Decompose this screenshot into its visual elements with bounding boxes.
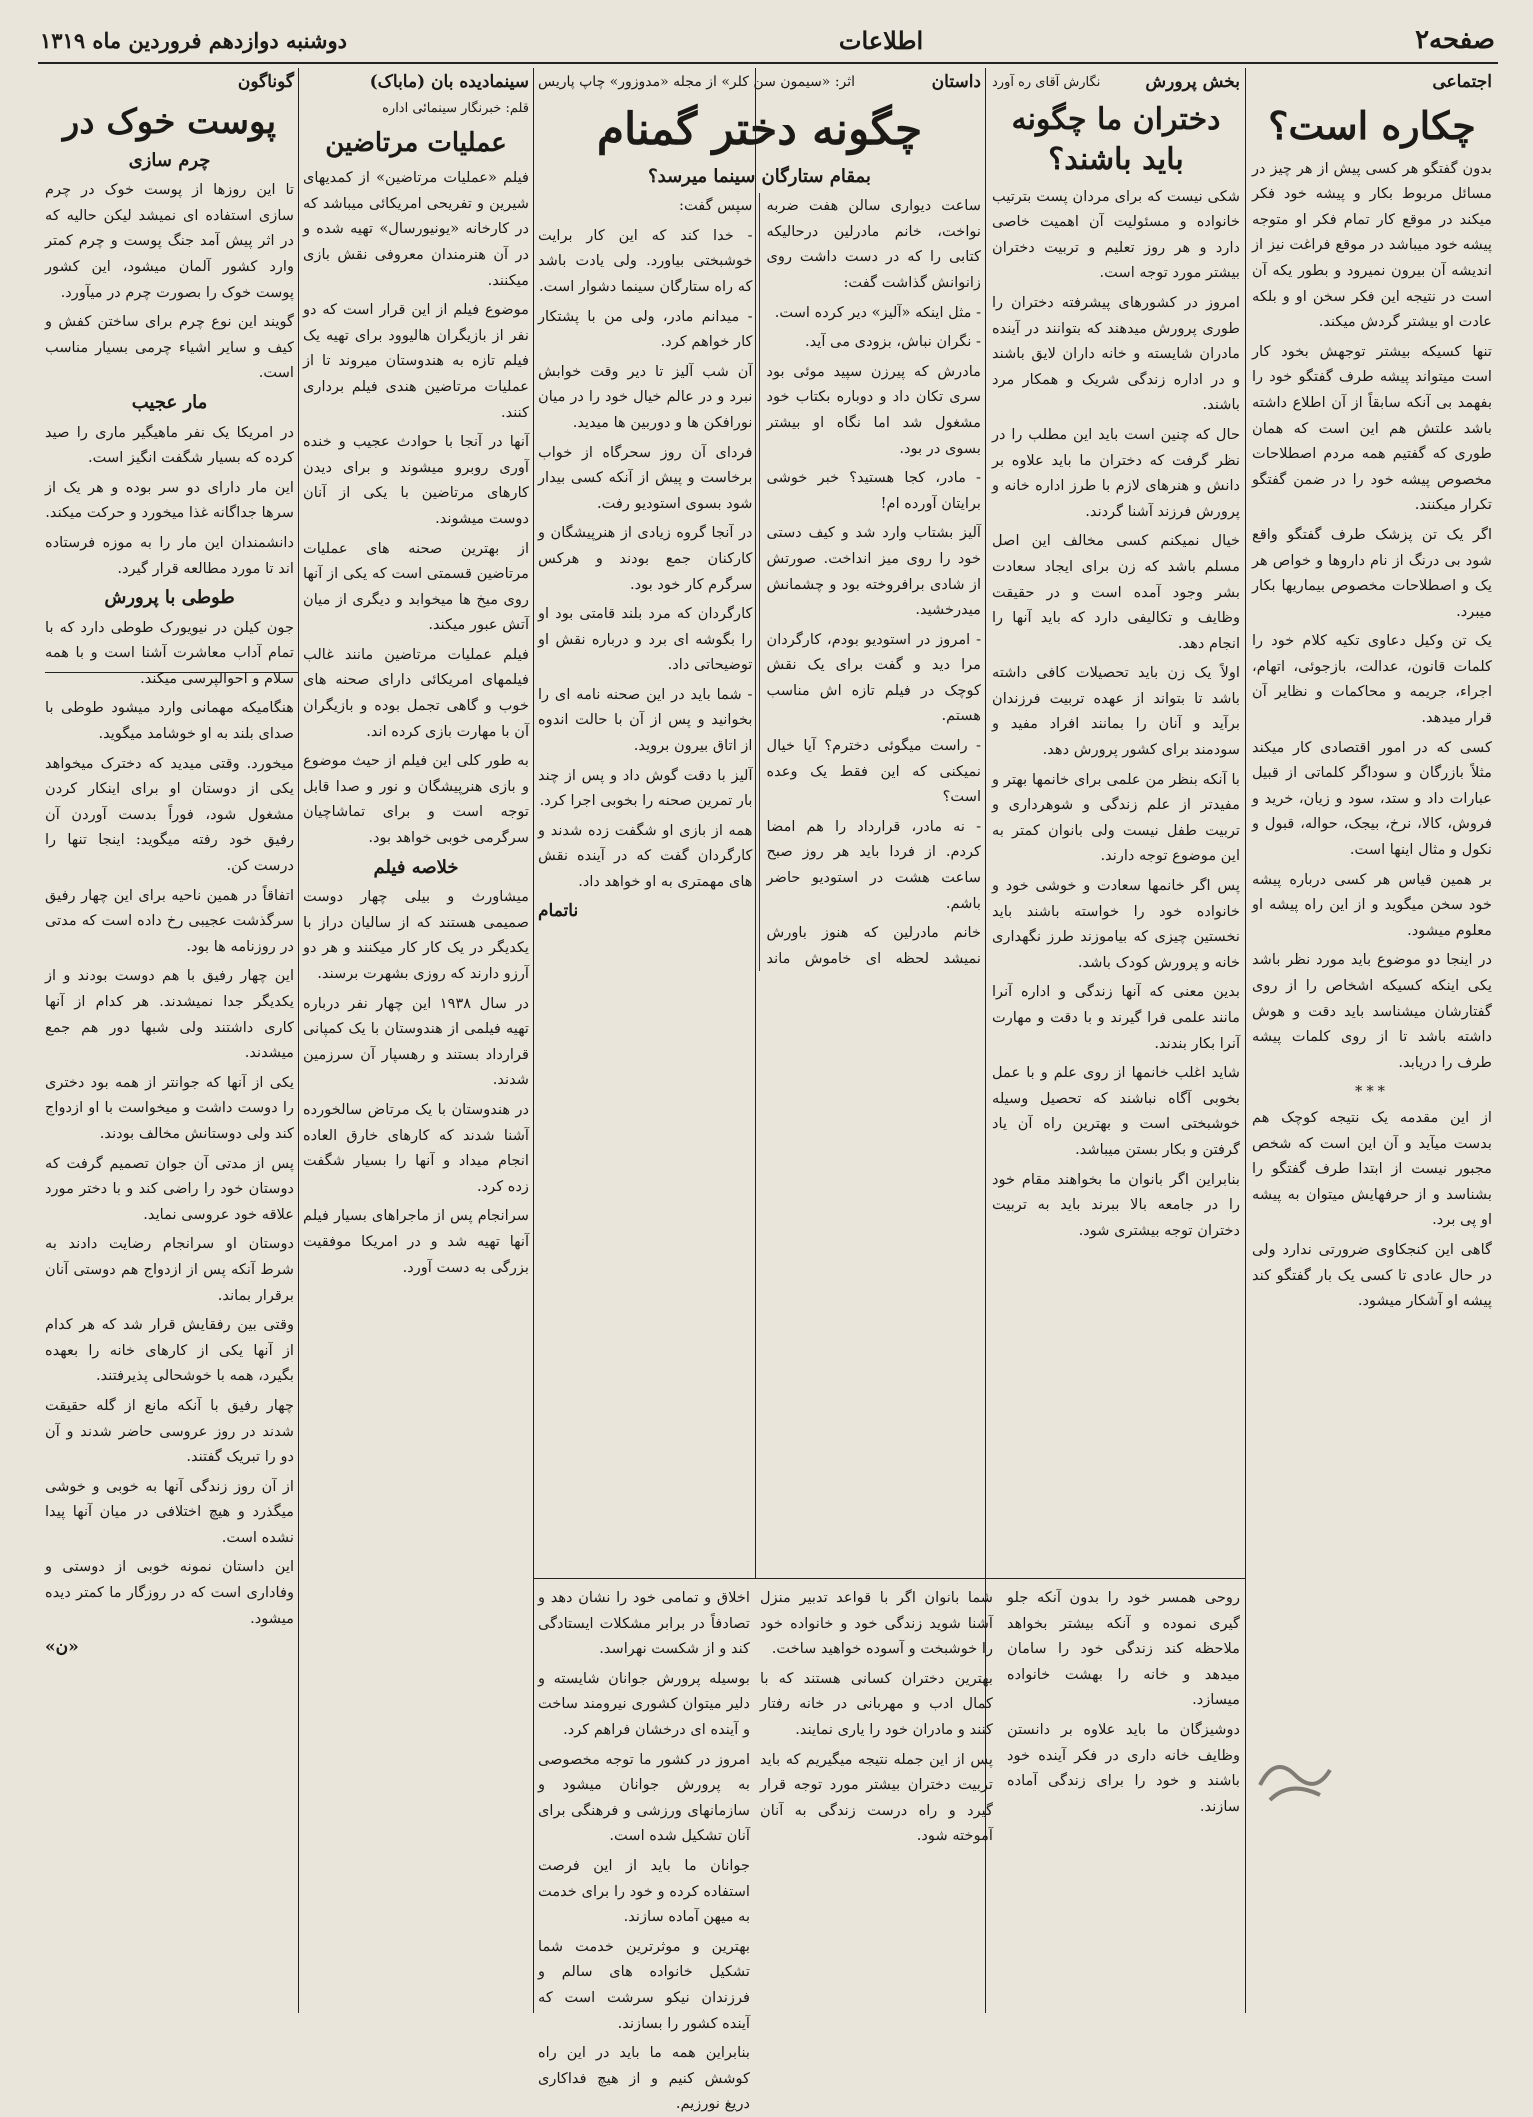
paragraph: جوانان ما باید از این فرصت استفاده کرده و خود را برای خدمت به میهن آماده سازند. xyxy=(538,1856,750,1926)
paragraph: به طور کلی این فیلم از حیث موضوع و بازی هنرپیشگان و نور و صدا قابل توجه است و برای تماشاچیان سرگرمی خوبی خواهد بود. xyxy=(303,752,529,847)
paragraph: از این مقدمه یک نتیجه کوچک هم بدست میآید و آن این است که شخص مجبور نیست از ابتدا طرف گفتگو را بشناسد و از حرفهایش میتوان به پیشه او پی برد. xyxy=(1252,1108,1492,1229)
paragraph: در سال ۱۹۳۸ این چهار نفر درباره تهیه فیلمی از هندوستان با یک کمپانی قرارداد بستند و رهسپار آن سرزمین شدند. xyxy=(303,994,529,1089)
paragraph: در اینجا دو موضوع باید مورد نظر باشد یکی اینکه کسیکه اشخاص را از روی گفتارشان میشناسد باید دقت و هوش داشته باشد تا از روی کلمات پیشه طرف را دریابد. xyxy=(1252,951,1492,1071)
paragraph: دوستان او سرانجام رضایت دادند به شرط آنکه پس از ازدواج هم دوستی آنان برقرار بماند. xyxy=(45,1235,294,1304)
paragraph: بدین معنی که آنها زندگی و اداره آنرا مانند علمی فرا گیرند و با دقت و مهارت آنرا بکار بندند. xyxy=(992,983,1240,1052)
paragraph: جون کیلن در نیویورک طوطی دارد که با تمام آداب معاشرت آشنا است و با همه سلام و احوالپرسی میکند. xyxy=(45,618,294,687)
paragraph: چهار رفیق با آنکه مانع از گله حقیقت شدند در روز عروسی حاضر شدند و آن دو را تبریک گفتند. xyxy=(45,1396,294,1466)
training-continuation xyxy=(760,1585,1240,2005)
paragraph: در آنجا گروه زیادی از هنرپیشگان و کارکنان جمع بودند و هرکس سرگرم کار خود بود. xyxy=(538,524,753,593)
paragraph: تا این روزها از پوست خوک در چرم سازی استفاده ای نمیشد لیکن حالیه که در اثر پیش آمد جنگ پوست و چرم کمتر وارد کشور آلمان میشود، این کشور پوست خوک را بصورت چرم در میآورد. xyxy=(45,181,294,301)
column-divider xyxy=(298,68,299,2013)
paragraph: روحی همسر خود را بدون آنکه جلو گیری نموده و آنکه بیشتر بخواهد ملاحظه کند زندگی خود را سامان میدهد و خانه را بهشت خانواده میسازد. xyxy=(1007,1589,1240,1709)
end-mark: *** xyxy=(1355,1083,1389,1101)
article-headline: دختران ما چگونه باید باشند؟ xyxy=(1011,101,1221,177)
paragraph: ساعت دیواری سالن هفت ضربه نواخت، خانم مادرلین درحالیکه کتابی را که در دست داشت روی زانوانش گذاشت گفت: xyxy=(766,197,981,291)
paragraph: در هندوستان با یک مرتاض سالخورده آشنا شدند که کارهای خارق العاده انجام میداد و آنها را بسیار شگفت زده کرد. xyxy=(303,1100,529,1195)
paragraph: خیال نمیکنم کسی مخالف این اصل مسلم باشد که زن برای ایجاد سعادت بشر وجود آمده است و در حقیقت وظایف و تکالیفی دارد که باید آنها را انجام دهد. xyxy=(992,532,1240,652)
newspaper-name: اطلاعات xyxy=(838,25,924,55)
paragraph: بدون گفتگو هر کسی پیش از هر چیز در مسائل مربوط بکار و پیشه خود فکر میکند در موقع کار تمام فکر او متوجه پیشه خود میباشد در موقع فراغت نیز از اندیشه آن بیرون نمیرود و بطور یکه آن است در نتیجه این فکر سخن او و بلکه عادت او بیشتر گردش میکند. xyxy=(1252,159,1492,331)
paragraph: آلیز بشتاب وارد شد و کیف دستی خود را روی میز انداخت. صورتش از شادی برافروخته بود و چشمانش میدرخشید. xyxy=(766,524,981,619)
paragraph: از آن روز زندگی آنها به خوبی و خوشی میگذرد و هیچ اختلافی در میان آنها پیدا نشده است. xyxy=(45,1477,294,1546)
paragraph: هنگامیکه مهمانی وارد میشود طوطی با صدای بلند به او خوشامد میگوید. xyxy=(45,699,294,743)
paragraph: - خدا کند که این کار برایت خوشبختی بیاورد. ولی یادت باشد که راه ستارگان سینما دشوار است. xyxy=(538,226,753,295)
social-column xyxy=(1252,70,1492,2005)
paragraph: بنابراین همه ما باید در این راه کوشش کنیم و از هیچ فداکاری دریغ نورزیم. xyxy=(538,2044,750,2113)
section-kicker: داستان xyxy=(931,72,981,92)
paragraph: - نه مادر، قرارداد را هم امضا کردم. از فردا باید هر روز صبح ساعت هشت در استودیو حاضر باشم. xyxy=(766,817,981,912)
paragraph: در امریکا یک نفر ماهیگیر ماری را صید کرده که بسیار شگفت انگیز است. xyxy=(45,423,294,467)
paragraph: حال که چنین است باید این مطلب را در نظر گرفت که دختران ما باید علاوه بر دانش و هنرهای لازم با طرز اداره خانه و پرورش فرزند آشنا گردند. xyxy=(992,425,1240,520)
paragraph: فیلم «عملیات مرتاضین» از کمدیهای شیرین و تفریحی امریکائی میباشد که در کارخانه «یونیورسال» تهیه شده و در آن هنرمندان معروفی نقش بازی میکنند. xyxy=(303,169,529,289)
header-rule xyxy=(38,62,1498,64)
paragraph: شما بانوان اگر با قواعد تدبیر منزل آشنا شوید زندگی خود و خانواده خود را خوشبخت و آسوده خواهید ساخت. xyxy=(760,1589,993,1658)
page-header xyxy=(40,22,1495,58)
ink-stamp-icon xyxy=(1250,1745,1340,1815)
paragraph: یکی از آنها که جوانتر از همه بود دختری را دوست داشت و میخواست با او ازدواج کند ولی دوستانش مخالف بودند. xyxy=(45,1073,294,1142)
end-mark: «ن» xyxy=(45,1637,79,1658)
paragraph: پس از این جمله نتیجه میگیریم که باید تربیت دختران بیشتر مورد توجه قرار گیرد و راه درست زندگی به آنان آموخته شود. xyxy=(760,1750,993,1845)
section-kicker: سینمادیده بان (ماباک) xyxy=(369,72,529,92)
paragraph: امروز در کشورهای پیشرفته دختران را طوری پرورش میدهند که بتوانند در آینده مادران شایسته و خانه داران لایق باشند و در اداره زندگی شریک و همکار مرد باشند. xyxy=(992,293,1240,414)
paragraph: پس از مدتی آن جوان تصمیم گرفت که دوستان خود را راضی کند و با دختر مورد علاقه خود عروسی نماید. xyxy=(45,1154,294,1223)
paragraph: اتفاقاً در همین ناحیه برای این چهار رفیق سرگذشت عجیبی رخ داده است که مدتی در روزنامه ها بود. xyxy=(45,886,294,955)
paragraph: امروز در کشور ما توجه مخصوصی به پرورش جوانان میشود و سازمانهای ورزشی و فرهنگی برای آنان تشکیل شده است. xyxy=(538,1750,750,1845)
paragraph: فیلم عملیات مرتاضین مانند غالب فیلمهای امریکائی دارای صحنه های خوب و گاهی تجمل بوده و بازیگران آن با مهارت بازی کرده اند. xyxy=(303,645,529,740)
paragraph: - مثل اینکه «آلیز» دیر کرده است. xyxy=(774,303,981,321)
paragraph: کارگردان که مرد بلند قامتی بود او را بگوشه ای برد و درباره نقش او توضیحاتی داد. xyxy=(538,605,753,674)
column-divider xyxy=(533,68,534,2013)
paragraph: موضوع فیلم از این قرار است که دو نفر از بازیگران هالیوود برای تهیه یک فیلم تازه به هندوستان میروند تا از عملیات مرتاضین هندی فیلم برداری کنند. xyxy=(303,301,529,421)
parrot-title: طوطی با پرورش xyxy=(104,587,235,609)
paragraph: پس اگر خانمها سعادت و خوشی خود و خانواده خود را خواسته باشند باید نخستین چیزی که بیاموزند طرز نگهداری خانه و پرورش کودک باشد. xyxy=(992,877,1240,971)
paragraph: - شما باید در این صحنه نامه ای را بخوانید و پس از آن با حالت اندوه از اتاق بیرون بروید. xyxy=(538,685,753,755)
paragraph: - مادر، کجا هستید؟ خبر خوشی برایتان آورده ام! xyxy=(766,469,981,512)
paragraph: آلیز با دقت گوش داد و پس از چند بار تمرین صحنه را بخوبی اجرا کرد. xyxy=(538,766,753,810)
paragraph: میخورد. وقتی میدید که دخترک میخواهد یکی از دوستان او برای اینکار کردن مشغول شود، فوراً بدست آوردن آن رفیق خود رفته میگوید: اینجا تنها را درست کن. xyxy=(45,754,294,875)
story-column xyxy=(538,70,981,1570)
paragraph: بهترین دختران کسانی هستند که با کمال ادب و مهربانی در خانه رفتار کنند و مادران خود را یاری نمایند. xyxy=(760,1669,993,1738)
paragraph: اگر یک تن پزشک طرف گفتگو واقع شود بی درنگ از نام داروها و خواص هر یک و اصطلاحات مخصوص بیماریها بکار میبرد. xyxy=(1252,525,1492,620)
paragraph: تنها کسیکه بیشتر توجهش بخود کار است میتواند پیشه طرف گفتگو خود را بفهمد بی آنکه سابقاً از آن اطلاع داشته باشد علتش هم این است که همان طوری که گفتیم همه مردم اصطلاحات مخصوص پیشه خود را در ضمن گفتگو تکرار میکنند. xyxy=(1252,342,1492,514)
paragraph: آن شب آلیز تا دیر وقت خوابش نبرد و در عالم خیال خود را در میان نورافکن ها و دوربین ها میدید. xyxy=(538,362,753,431)
paragraph: این داستان نمونه خوبی از دوستی و وفاداری است که در روزگار ما کمتر دیده میشود. xyxy=(45,1558,294,1627)
paragraph: - میدانم مادر، ولی من با پشتکار کار خواهم کرد. xyxy=(538,307,753,351)
byline: قلم: خبرنگار سینمائی اداره xyxy=(382,100,529,116)
paragraph: از بهترین صحنه های عملیات مرتاضین قسمتی است که یکی از آنها روی میخ ها میخوابد و دیگری از میان آتش عبور میکند. xyxy=(303,539,529,634)
paragraph: - نگران نباش، بزودی می آید. xyxy=(805,333,981,351)
story-continuation xyxy=(538,1585,750,2113)
article-subhead: چرم سازی xyxy=(128,149,211,171)
section-kicker: بخش پرورش xyxy=(1145,72,1240,92)
column-divider xyxy=(1245,68,1246,2013)
paragraph: - امروز در استودیو بودم، کارگردان مرا دید و گفت برای یک نقش کوچک در فیلم تازه اش مناسب هستم. xyxy=(766,630,981,725)
page-number: صفحه۲ xyxy=(1415,25,1495,55)
story-credit: اثر: «سیمون سن کلر» از مجله «مدوزور» چاپ پاریس xyxy=(538,74,856,90)
article-subhead: بمقام ستارگان سینما میرسد؟ xyxy=(648,165,871,187)
paragraph: شاید اغلب خانمها از روی علم و با عمل بخوبی آگاه نباشند که تحصیل وسیله خوشبختی است و بهترین راه آن یاد گرفتن و بکار بستن میباشد. xyxy=(992,1064,1240,1158)
various-column xyxy=(45,70,294,2005)
paragraph: فردای آن روز سحرگاه از خواب برخاست و پیش از آنکه کسی بیدار شود بسوی استودیو رفت. xyxy=(538,443,753,512)
paragraph: اولاً یک زن باید تحصیلات کافی داشته باشد تا بتواند از عهده تربیت فرزندان برآید و آنان را بمانند افراد مفید و سودمند برای کشور پرورش دهد. xyxy=(992,664,1240,759)
paragraph: مادرش که پیرزن سپید موئی بود سری تکان داد و دوباره بکتاب خود مشغول شد اما نگاه او بیشتر بسوی در بود. xyxy=(766,362,981,457)
paragraph: دانشمندان این مار را به موزه فرستاده اند تا مورد مطالعه قرار گیرد. xyxy=(45,533,294,577)
article-headline: چکاره است؟ xyxy=(1268,102,1476,148)
to-be-continued: ناتمام xyxy=(538,900,579,921)
snake-title: مار عجیب xyxy=(131,391,208,413)
article-headline: عملیات مرتاضین xyxy=(325,128,507,159)
paragraph: این مار دارای دو سر بوده و هر یک از سرها جداگانه غذا میخورد و حرکت میکند. xyxy=(45,478,294,522)
paragraph: یک تن وکیل دعاوی تکیه کلام خود را کلمات قانون، عدالت، بازجوئی، اتهام، اجراء، جریمه و محاکمات و نظایر آن قرار میدهد. xyxy=(1252,632,1492,727)
issue-date: دوشنبه دوازدهم فروردین ماه ۱۳۱۹ xyxy=(40,27,347,53)
paragraph: گاهی این کنجکاوی ضرورتی ندارد ولی در حال عادی تا کسی یک بار گفتگو کند پیشه او آشکار میشود. xyxy=(1252,1240,1492,1310)
paragraph: سرانجام پس از ماجراهای بسیار فیلم آنها تهیه شد و در امریکا موفقیت بزرگی به دست آورد. xyxy=(303,1207,529,1276)
section-kicker: گوناگون xyxy=(237,72,294,92)
paragraph: اخلاق و تمامی خود را نشان دهد و تصادفاً در برابر مشکلات ایستادگی کند و از شکست نهراسد. xyxy=(538,1589,750,1658)
paragraph: آنها در آنجا با حوادث عجیب و خنده آوری روبرو میشوند و برای دیدن کارهای مرتاضین با یکی از آنان دوست میشوند. xyxy=(303,433,529,527)
article-headline: چگونه دختر گمنام xyxy=(596,103,923,155)
paragraph: بنابراین اگر بانوان ما بخواهند مقام خود را در جامعه بالا ببرند باید به تربیت دختران توجه بیشتری شود. xyxy=(992,1170,1240,1239)
paragraph: گویند این نوع چرم برای ساختن کفش و کیف و سایر اشیاء چرمی بسیار مناسب است. xyxy=(45,313,294,382)
paragraph: میشاورث و بیلی چهار دوست صمیمی هستند که از سالیان دراز با یکدیگر در یک کار کار میکنند و هر دو آرزو دارند که روزی بشهرت برسند. xyxy=(303,888,529,982)
section-kicker: اجتماعی xyxy=(1432,72,1492,92)
byline: نگارش آقای ره آورد xyxy=(992,75,1101,90)
paragraph: وقتی بین رفقایش قرار شد که هر کدام از آنها یکی از کارهای خانه را بعهده بگیرد، همه با خوشحالی پذیرفتند. xyxy=(45,1316,294,1385)
paragraph: خانم مادرلین که هنوز باورش نمیشد لحظه ای خاموش ماند سپس گفت: xyxy=(679,197,981,967)
summary-title: خلاصه فیلم xyxy=(373,856,459,878)
paragraph: - راست میگوئی دخترم؟ آیا خیال نمیکنی که این فقط یک وعده است؟ xyxy=(766,737,981,806)
paragraph: شکی نیست که برای مردان پست بترتیب خانواده و مسئولیت آن اهمیت خاصی دارد و هر روز تعلیم و تربیت دختران بیشتر مورد توجه است. xyxy=(992,187,1240,282)
paragraph: کسی که در امور اقتصادی کار میکند مثلاً بازرگان و سوداگر کلماتی از قبیل عبارات داد و ستد، سود و زیان، خرید و فروش، کالا، نرخ، بیجک، حواله، قبول و نکول و مثال اینها است. xyxy=(1252,738,1492,859)
paragraph: با آنکه بنظر من علمی برای خانمها بهتر و مفیدتر از علم زندگی و شوهرداری و تربیت طفل نیست ولی بانوان کمتر به این موضوع توجه دارند. xyxy=(992,770,1240,865)
paragraph: بوسیله پرورش جوانان شایسته و دلیر میتوان کشوری نیرومند ساخت و آینده ای درخشان فراهم کرد. xyxy=(538,1669,750,1738)
paragraph: همه از بازی او شگفت زده شدند و کارگردان گفت که در آینده نقش های مهمتری به او خواهد داد. xyxy=(538,821,753,891)
section-rule xyxy=(533,1578,1245,1579)
paragraph: بهترین و موثرترین خدمت شما تشکیل خانواده های سالم و فرزندان نیکو سرشت است که آینده کشور را بسازند. xyxy=(538,1937,750,2032)
paragraph: بر همین قیاس هر کسی درباره پیشه خود سخن میگوید و از این راه پیشه او معلوم میشود. xyxy=(1252,870,1492,939)
paragraph: دوشیزگان ما باید علاوه بر دانستن وظایف خانه داری در فکر آینده خود باشند و خود را برای زندگی آماده سازند. xyxy=(1007,1720,1240,1815)
training-column xyxy=(992,70,1240,1570)
paragraph: این چهار رفیق با هم دوست بودند و از یکدیگر جدا نمیشدند. هر کدام از آنها کاری داشتند ولی شبها دور هم جمع میشدند. xyxy=(45,967,294,1062)
cinema-column xyxy=(303,70,529,2005)
article-headline: پوست خوک در xyxy=(62,101,277,142)
